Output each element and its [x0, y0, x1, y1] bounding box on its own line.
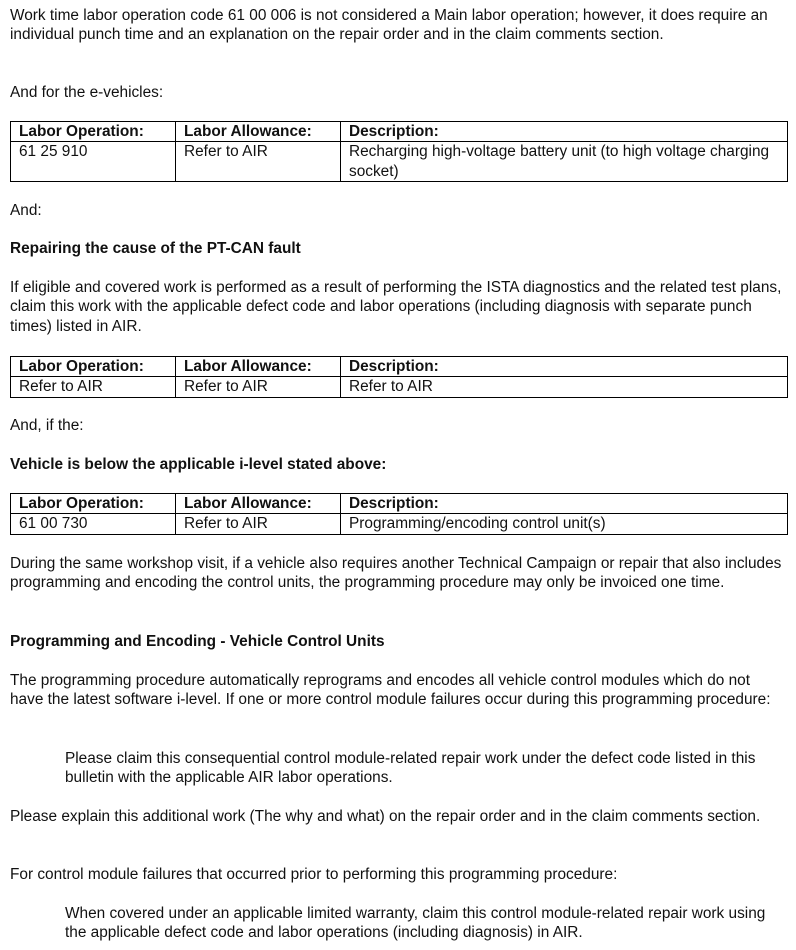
- and-label: And:: [10, 202, 42, 219]
- programming-paragraph: The programming procedure automatically reprograms and encodes all vehicle control modules which do not have the latest software i-level. If one or more control module failures occur during this programming procedure:: [10, 672, 771, 709]
- and-if-label: And, if the:: [10, 417, 84, 434]
- table-header-row: [11, 357, 788, 377]
- workshop-visit-paragraph: During the same workshop visit, if a vehicle also requires another Technical Campaign or repair that also includes programming and encoding the control units, the programming procedure may only be invoiced one time.: [10, 555, 782, 592]
- header-description: Description:: [341, 122, 788, 142]
- ilevel-labor-table: [10, 493, 788, 535]
- cell-labor-allowance: Refer to AIR: [176, 514, 341, 534]
- table-header-row: [11, 122, 788, 142]
- explain-paragraph: Please explain this additional work (The why and what) on the repair order and in the claim comments section.: [10, 808, 761, 825]
- cell-labor-operation: 61 25 910: [11, 142, 176, 182]
- table-header-row: [11, 494, 788, 514]
- ilevel-heading: Vehicle is below the applicable i-level stated above:: [10, 456, 387, 473]
- header-description: Description:: [341, 494, 788, 514]
- intro-paragraph: Work time labor operation code 61 00 006 is not considered a Main labor operation; however, it does require an individual punch time and an explanation on the repair order and in the claim comments section.: [10, 7, 768, 44]
- header-labor-allowance: Labor Allowance:: [176, 357, 341, 377]
- ptcan-labor-table: [10, 356, 788, 398]
- evehicles-label: And for the e-vehicles:: [10, 84, 164, 101]
- header-labor-allowance: Labor Allowance:: [176, 494, 341, 514]
- header-description: Description:: [341, 357, 788, 377]
- ptcan-paragraph: If eligible and covered work is performed as a result of performing the ISTA diagnostics and the related test plans, claim this work with the applicable defect code and labor operations (including diagnosis with separate punch times) listed in AIR.: [10, 279, 782, 335]
- cell-labor-operation: Refer to AIR: [11, 377, 176, 397]
- cell-labor-allowance: Refer to AIR: [176, 142, 341, 182]
- programming-heading: Programming and Encoding - Vehicle Control Units: [10, 633, 385, 650]
- table-row: [11, 142, 788, 182]
- evehicles-labor-table: [10, 121, 788, 182]
- cell-labor-allowance: Refer to AIR: [176, 377, 341, 397]
- programming-indented-paragraph: Please claim this consequential control module-related repair work under the defect code listed in this bulletin with the applicable AIR labor operations.: [65, 750, 756, 787]
- table-row: [11, 514, 788, 534]
- table-row: [11, 377, 788, 397]
- header-labor-operation: Labor Operation:: [11, 122, 176, 142]
- header-labor-allowance: Labor Allowance:: [176, 122, 341, 142]
- ptcan-heading: Repairing the cause of the PT-CAN fault: [10, 240, 301, 257]
- header-labor-operation: Labor Operation:: [11, 494, 176, 514]
- header-labor-operation: Labor Operation:: [11, 357, 176, 377]
- cell-description: Refer to AIR: [341, 377, 788, 397]
- prior-failures-indented-paragraph: When covered under an applicable limited warranty, claim this control module-related repair work using the applicable defect code and labor operations (including diagnosis) in AIR.: [65, 905, 766, 942]
- cell-description: Programming/encoding control unit(s): [341, 514, 788, 534]
- cell-description: Recharging high-voltage battery unit (to high voltage charging socket): [341, 142, 788, 182]
- cell-labor-operation: 61 00 730: [11, 514, 176, 534]
- prior-failures-paragraph: For control module failures that occurred prior to performing this programming procedure:: [10, 866, 618, 883]
